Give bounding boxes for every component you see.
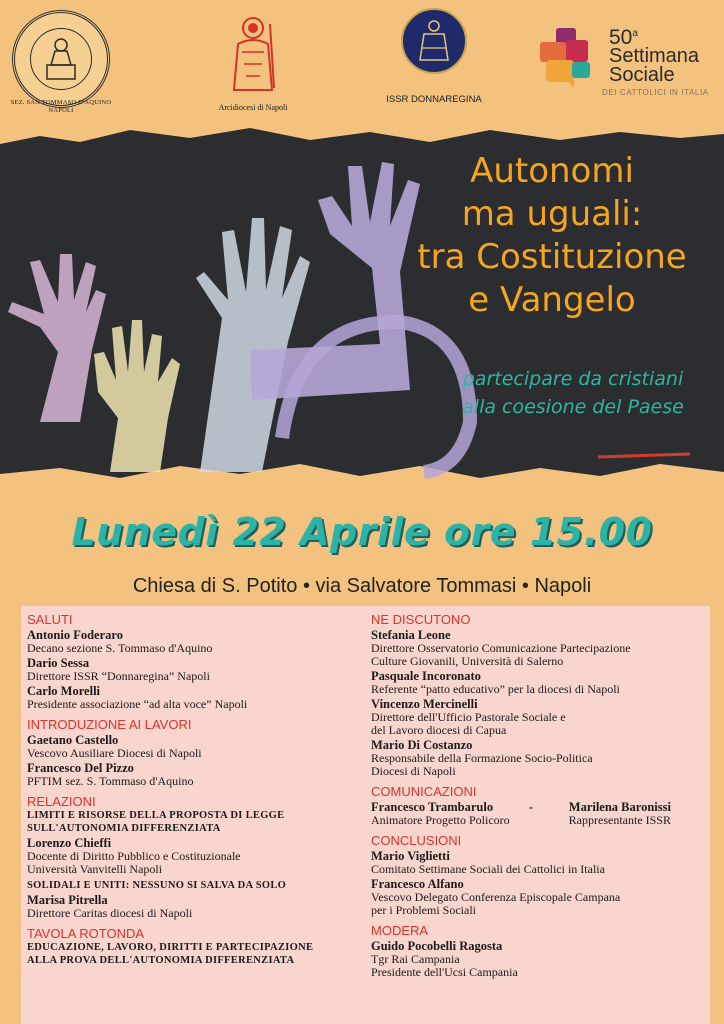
speaker-name: Lorenzo Chieffi <box>27 836 112 850</box>
section-heading-tavola: TAVOLA ROTONDA <box>27 926 145 941</box>
issr-logo <box>385 8 483 105</box>
settimana-sup: a <box>632 28 638 39</box>
speaker-role: per i Problemi Sociali <box>371 903 476 917</box>
speaker-role: Direttore Osservatorio Comunicazione Partecipazione <box>371 641 631 655</box>
speaker-role: Rappresentante ISSR <box>568 813 671 827</box>
event-place: Chiesa di S. Potito • via Salvatore Tommasi • Napoli <box>132 575 592 597</box>
speaker-pair <box>371 799 671 814</box>
talk-topic: LIMITI E RISORSE DELLA PROPOSTA DI LEGGE <box>27 810 285 821</box>
section-heading-intro: INTRODUZIONE AI LAVORI <box>27 717 192 732</box>
title-line1: Autonomi <box>470 151 634 191</box>
speaker-name: Dario Sessa <box>27 656 90 670</box>
speaker-role: Vescovo Ausiliare Diocesi di Napoli <box>27 746 202 760</box>
speech-bubbles-icon <box>536 26 600 90</box>
event-date: Lunedì 22 Aprile ore 15.00 <box>71 510 653 554</box>
speaker-role: Diocesi di Napoli <box>371 764 456 778</box>
speaker-name: Mario Viglietti <box>371 849 450 863</box>
section-heading-relazioni: RELAZIONI <box>27 794 96 809</box>
speaker-name: Stefania Leone <box>371 628 451 642</box>
saint-figure-icon <box>218 14 288 94</box>
settimana-line1: Settimana <box>609 45 700 67</box>
speaker-name: Antonio Foderaro <box>27 628 123 642</box>
header-logos <box>0 0 724 140</box>
speaker-role: Docente di Diritto Pubblico e Costituzionale <box>27 849 241 863</box>
talk-topic: SOLIDALI E UNITI: NESSUNO SI SALVA DA SOLO <box>27 880 287 891</box>
subtitle-line1: partecipare da cristiani <box>462 368 684 390</box>
speaker-role: Direttore Caritas diocesi di Napoli <box>27 906 193 920</box>
speaker-role: Università Vanvitelli Napoli <box>27 862 163 876</box>
speaker-name: Francesco Del Pizzo <box>27 761 134 775</box>
speaker-role: Presidente associazione “ad alta voce” Napoli <box>27 697 248 711</box>
speaker-role: Animatore Progetto Policoro <box>371 813 510 827</box>
speaker-name: Pasquale Incoronato <box>371 669 481 683</box>
seal-figure-icon <box>30 28 92 90</box>
settimana-number-value: 50 <box>609 26 633 49</box>
settimana-line2: Sociale <box>609 64 675 86</box>
speaker-name: Gaetano Castello <box>27 733 119 747</box>
issr-label: ISSR DONNAREGINA <box>386 94 482 105</box>
speaker-role: Direttore ISSR “Donnaregina” Napoli <box>27 669 210 683</box>
program-right-column <box>371 612 706 979</box>
speaker-role: PFTIM sez. S. Tommaso d'Aquino <box>27 774 194 788</box>
program-panel <box>21 606 710 1024</box>
arcidiocesi-logo <box>218 14 288 112</box>
seal-caption-city: NAPOLI <box>48 107 74 114</box>
speaker-name: Guido Pocobelli Ragosta <box>371 939 503 953</box>
pair-separator: - <box>528 800 534 814</box>
speaker-name: Marilena Baronissi <box>568 800 671 814</box>
section-heading-conclusioni: CONCLUSIONI <box>371 833 462 848</box>
speaker-role: Presidente dell'Ucsi Campania <box>371 965 518 979</box>
section-heading-discutono: NE DISCUTONO <box>371 612 471 627</box>
title-line4: e Vangelo <box>468 280 636 320</box>
speaker-role: Referente “patto educativo” per la diocesi di Napoli <box>371 682 620 696</box>
speaker-name: Carlo Morelli <box>27 684 101 698</box>
speaker-role: Tgr Rai Campania <box>371 952 460 966</box>
settimana-sociale-logo <box>536 26 716 96</box>
seal-caption <box>0 99 122 115</box>
main-title <box>380 150 724 322</box>
program-left-column <box>27 612 357 967</box>
seal-caption-line: SEZ. SAN TOMMASO D'AQUINO <box>10 99 112 106</box>
speaker-name: Mario Di Costanzo <box>371 738 473 752</box>
talk-topic: ALLA PROVA DELL'AUTONOMIA DIFFERENZIATA <box>27 955 295 966</box>
speaker-name: Marisa Pitrella <box>27 893 108 907</box>
talk-topic: EDUCAZIONE, LAVORO, DIRITTI E PARTECIPAZIONE <box>27 942 314 953</box>
speaker-role: Vescovo Delegato Conferenza Episcopale Campana <box>371 890 621 904</box>
speaker-role: Comitato Settimane Sociali dei Cattolici in Italia <box>371 862 605 876</box>
speaker-name: Francesco Trambarulo <box>371 800 494 814</box>
speaker-role: Decano sezione S. Tommaso d'Aquino <box>27 641 213 655</box>
section-heading-modera: MODERA <box>371 923 429 938</box>
speaker-role: Responsabile della Formazione Socio-Politica <box>371 751 593 765</box>
arcidiocesi-label: Arcidiocesi di Napoli <box>218 103 288 112</box>
settimana-subtitle: DEI CATTOLICI IN ITALIA <box>602 88 709 97</box>
section-heading-saluti: SALUTI <box>27 612 73 627</box>
subtitle <box>428 365 718 421</box>
speaker-name: Francesco Alfano <box>371 877 464 891</box>
speaker-role: Direttore dell'Ufficio Pastorale Sociale e <box>371 710 566 724</box>
title-line2: ma uguali: <box>461 194 643 234</box>
talk-topic: SULL'AUTONOMIA DIFFERENZIATA <box>27 823 221 834</box>
section-heading-comunicazioni: COMUNICAZIONI <box>371 784 477 799</box>
subtitle-line2: alla coesione del Paese <box>462 396 684 418</box>
speaker-pair-roles <box>371 814 671 827</box>
speaker-name: Vincenzo Mercinelli <box>371 697 478 711</box>
pftim-seal-logo <box>12 10 110 108</box>
speaker-role: Culture Giovanili, Università di Salerno <box>371 654 564 668</box>
issr-emblem-icon <box>401 8 467 74</box>
title-line3: tra Costituzione <box>417 237 687 277</box>
speaker-role: del Lavoro diocesi di Capua <box>371 723 507 737</box>
